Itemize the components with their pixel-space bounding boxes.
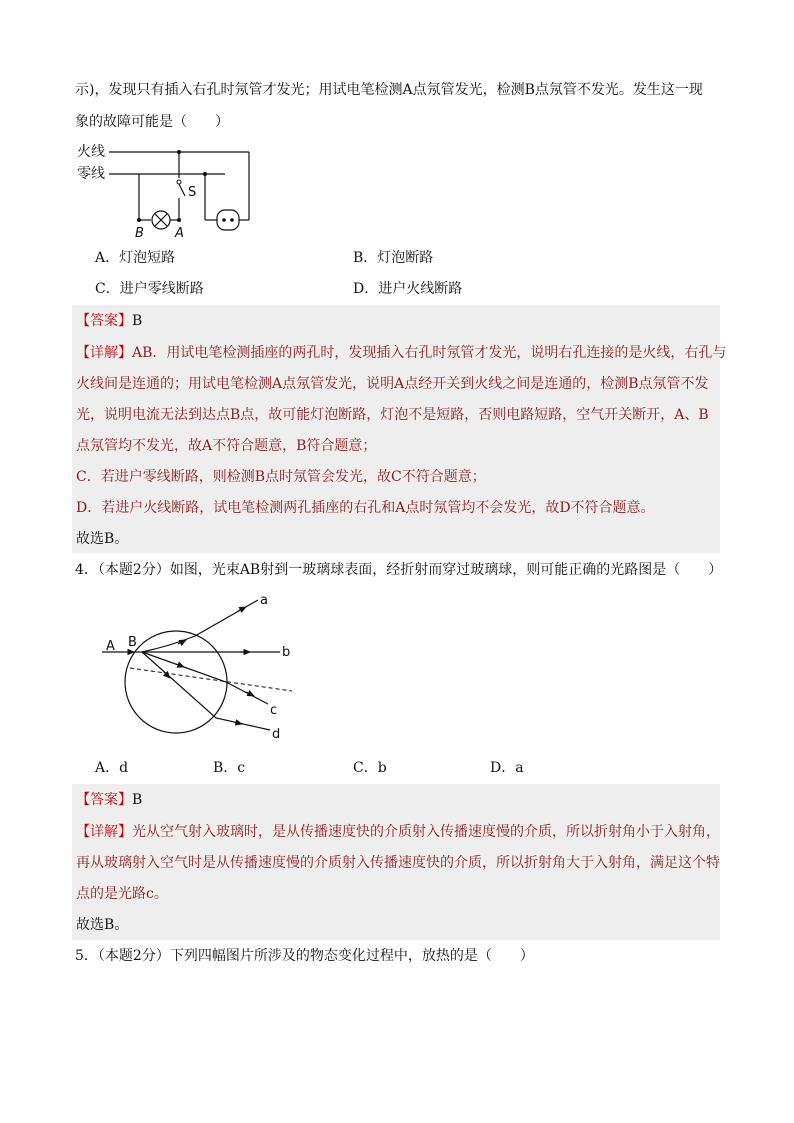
lamp-icon [152,211,170,229]
q3-option-d[interactable]: D．进户火线断路 [353,281,463,297]
q3-circuit-diagram [75,140,260,240]
q4-detail-line-3: 点的是光路c。 [76,886,168,902]
label-ray-c: c [270,703,278,718]
label-A: A [175,226,184,240]
q3-detail-line-6: D．若进户火线断路，试电笔检测两孔插座的右孔和A点时氖管均不会发光，故D不符合题意。 [76,500,655,516]
q4-detail-line-2: 再从玻璃射入空气时是从传播速度慢的介质射入传播速度快的介质，所以折射角大于入射角，满足这个特 [76,855,720,871]
q3-detail-line-3: 光，说明电流无法到达点B点，故可能灯泡断路，灯泡不是短路，否则电路短路，空气开关断开，A、B [76,407,709,423]
q3-detail-line-4: 点氖管均不发光，故A不符合题意，B符合题意； [76,438,377,454]
q4-option-c[interactable]: C．b [353,760,387,776]
label-A-ray: A [106,639,115,654]
switch-icon [177,180,185,196]
answer-value: B [132,313,143,329]
label-neutral-wire: 零线 [77,166,105,182]
q4-detail-line-1 [76,822,720,842]
q4-answer-block [72,784,720,940]
label-live-wire: 火线 [77,144,105,160]
label-ray-d: d [272,727,281,742]
label-B-point: B [128,635,137,650]
detail-tag: 【详解】 [76,824,132,840]
q3-answer-line [76,311,142,331]
q3-option-a[interactable]: A．灯泡短路 [95,250,176,266]
answer-tag: 【答案】 [76,313,132,329]
label-switch: S [188,185,197,200]
q4-stem: 4．（本题2分）如图，光束AB射到一玻璃球表面，经折射而穿过玻璃球，则可能正确的光路图是（ ） [75,562,723,578]
q3-detail-line-1 [76,343,726,363]
answer-tag: 【答案】 [76,792,132,808]
detail-tag: 【详解】 [76,345,132,361]
q4-option-a[interactable]: A．d [95,760,129,776]
socket-icon [217,210,239,230]
q3-detail-line-2: 火线间是连通的；用试电笔检测A点氖管发光，说明A点经开关到火线之间是连通的，检测B点氖管不发 [76,376,709,392]
point-B-dot [137,218,141,222]
q3-detail-line-7: 故选B。 [76,531,129,547]
q3-stem-line1: 示)，发现只有插入右孔时氖管才发光；用试电笔检测A点氖管发光，检测B点氖管不发光。发生这一现 [75,82,703,98]
q3-detail-line-5: C．若进户零线断路，则检测B点时氖管会发光，故C不符合题意； [76,469,486,485]
detail-text: 光从空气射入玻璃时，是从传播速度快的介质射入传播速度慢的介质，所以折射角小于入射角， [132,824,720,840]
q4-optics-diagram [100,588,300,748]
q4-detail-line-4: 故选B。 [76,917,129,933]
answer-value: B [132,792,143,808]
q3-option-c[interactable]: C．进户零线断路 [95,281,204,297]
q3-option-b[interactable]: B．灯泡断路 [353,250,434,266]
label-B: B [135,226,144,240]
label-ray-a: a [260,593,268,608]
q3-stem-line2: 象的故障可能是（ ） [75,114,229,130]
q5-stem: 5．（本题2分）下列四幅图片所涉及的物态变化过程中，放热的是（ ） [75,948,534,964]
q3-answer-block [72,305,727,553]
point-A-dot [177,218,181,222]
q4-answer-line [76,790,142,810]
q4-option-b[interactable]: B．c [213,760,246,776]
q4-option-d[interactable]: D．a [490,760,524,776]
detail-text: AB．用试电笔检测插座的两孔时，发现插入右孔时氖管才发光，说明右孔连接的是火线，右孔与 [132,345,727,361]
label-ray-b: b [282,645,291,660]
